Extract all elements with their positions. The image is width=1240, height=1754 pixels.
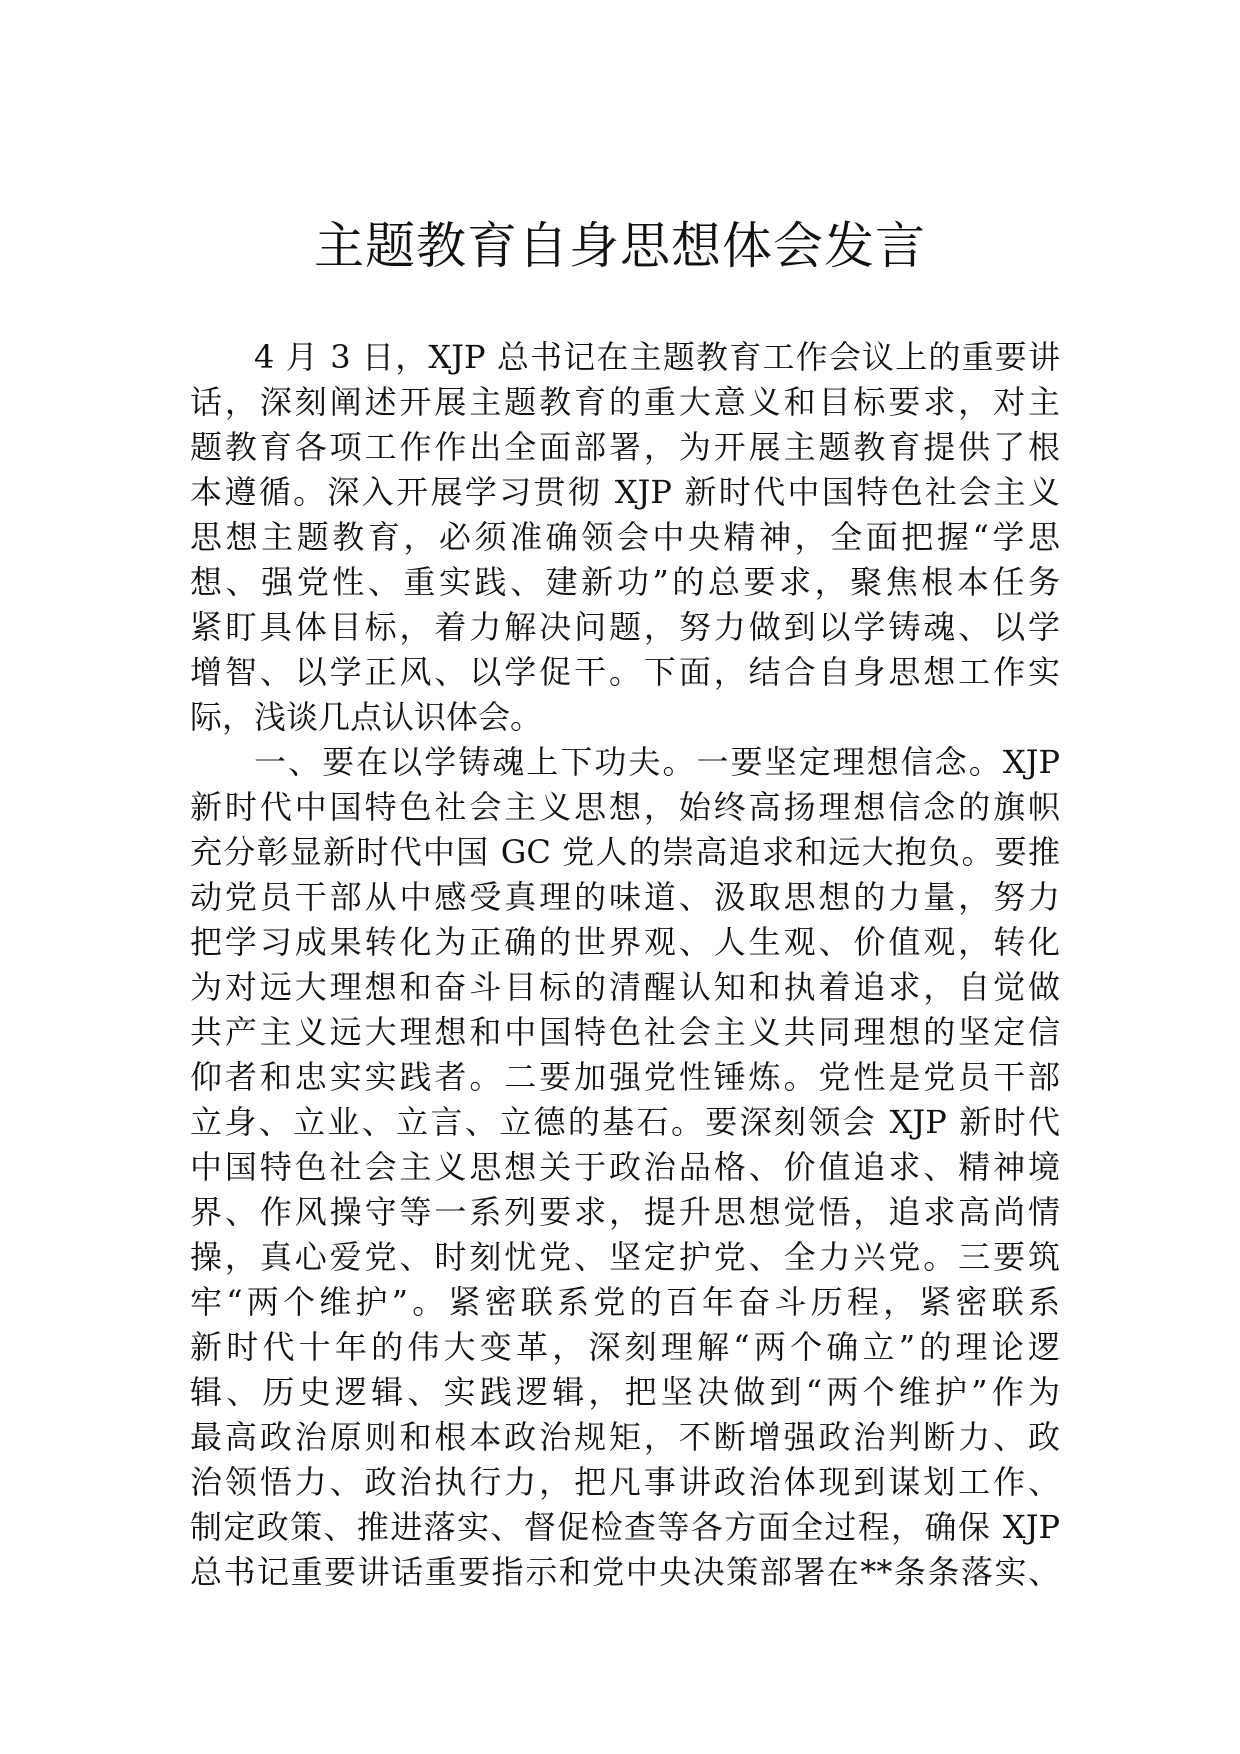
body-line: 仰者和忠实实践者。二要加强党性锤炼。党性是党员干部 — [190, 1058, 1060, 1096]
body-line: 本遵循。深入开展学习贯彻 XJP 新时代中国特色社会主义 — [190, 473, 1060, 511]
body-line: 治领悟力、政治执行力，把凡事讲政治体现到谋划工作、 — [190, 1463, 1060, 1501]
body-line: 立身、立业、立言、立德的基石。要深刻领会 XJP 新时代 — [190, 1103, 1060, 1141]
body-line: 把学习成果转化为正确的世界观、人生观、价值观，转化 — [190, 923, 1060, 961]
body-line: 紧盯具体目标，着力解决问题，努力做到以学铸魂、以学 — [190, 608, 1060, 646]
body-line: 总书记重要讲话重要指示和党中央决策部署在**条条落实、 — [190, 1553, 1060, 1591]
body-line: 界、作风操守等一系列要求，提升思想觉悟，追求高尚情 — [190, 1193, 1060, 1231]
body-line: 思想主题教育，必须准确领会中央精神，全面把握“学思 — [190, 518, 1060, 556]
body-line: 一、要在以学铸魂上下功夫。一要坚定理想信念。XJP — [254, 743, 1060, 781]
body-line: 充分彰显新时代中国 GC 党人的崇高追求和远大抱负。要推 — [190, 833, 1060, 871]
body-line: 制定政策、推进落实、督促检查等各方面全过程，确保 XJP — [190, 1508, 1060, 1546]
body-line: 共产主义远大理想和中国特色社会主义共同理想的坚定信 — [190, 1013, 1060, 1051]
body-line: 动党员干部从中感受真理的味道、汲取思想的力量，努力 — [190, 878, 1060, 916]
body-line: 为对远大理想和奋斗目标的清醒认知和执着追求，自觉做 — [190, 968, 1060, 1006]
document-title: 主题教育自身思想体会发言 — [314, 217, 926, 275]
body-line: 中国特色社会主义思想关于政治品格、价值追求、精神境 — [190, 1148, 1060, 1186]
body-line: 新时代十年的伟大变革，深刻理解“两个确立”的理论逻 — [190, 1328, 1060, 1366]
body-line: 最高政治原则和根本政治规矩，不断增强政治判断力、政 — [190, 1418, 1060, 1456]
body-line: 操，真心爱党、时刻忧党、坚定护党、全力兴党。三要筑 — [190, 1238, 1060, 1276]
body-line: 牢“两个维护”。紧密联系党的百年奋斗历程，紧密联系 — [190, 1283, 1060, 1321]
body-line: 际，浅谈几点认识体会。 — [190, 698, 543, 736]
body-line: 题教育各项工作作出全面部署，为开展主题教育提供了根 — [190, 428, 1060, 466]
body-line: 增智、以学正风、以学促干。下面，结合自身思想工作实 — [190, 653, 1060, 691]
body-line: 新时代中国特色社会主义思想，始终高扬理想信念的旗帜 — [190, 788, 1060, 826]
body-line: 想、强党性、重实践、建新功”的总要求，聚焦根本任务 — [190, 563, 1060, 601]
body-line: 话，深刻阐述开展主题教育的重大意义和目标要求，对主 — [190, 383, 1060, 421]
document-body — [190, 335, 1060, 1595]
body-line: 4 月 3 日，XJP 总书记在主题教育工作会议上的重要讲 — [254, 338, 1060, 376]
body-line: 辑、历史逻辑、实践逻辑，把坚决做到“两个维护”作为 — [190, 1373, 1060, 1411]
